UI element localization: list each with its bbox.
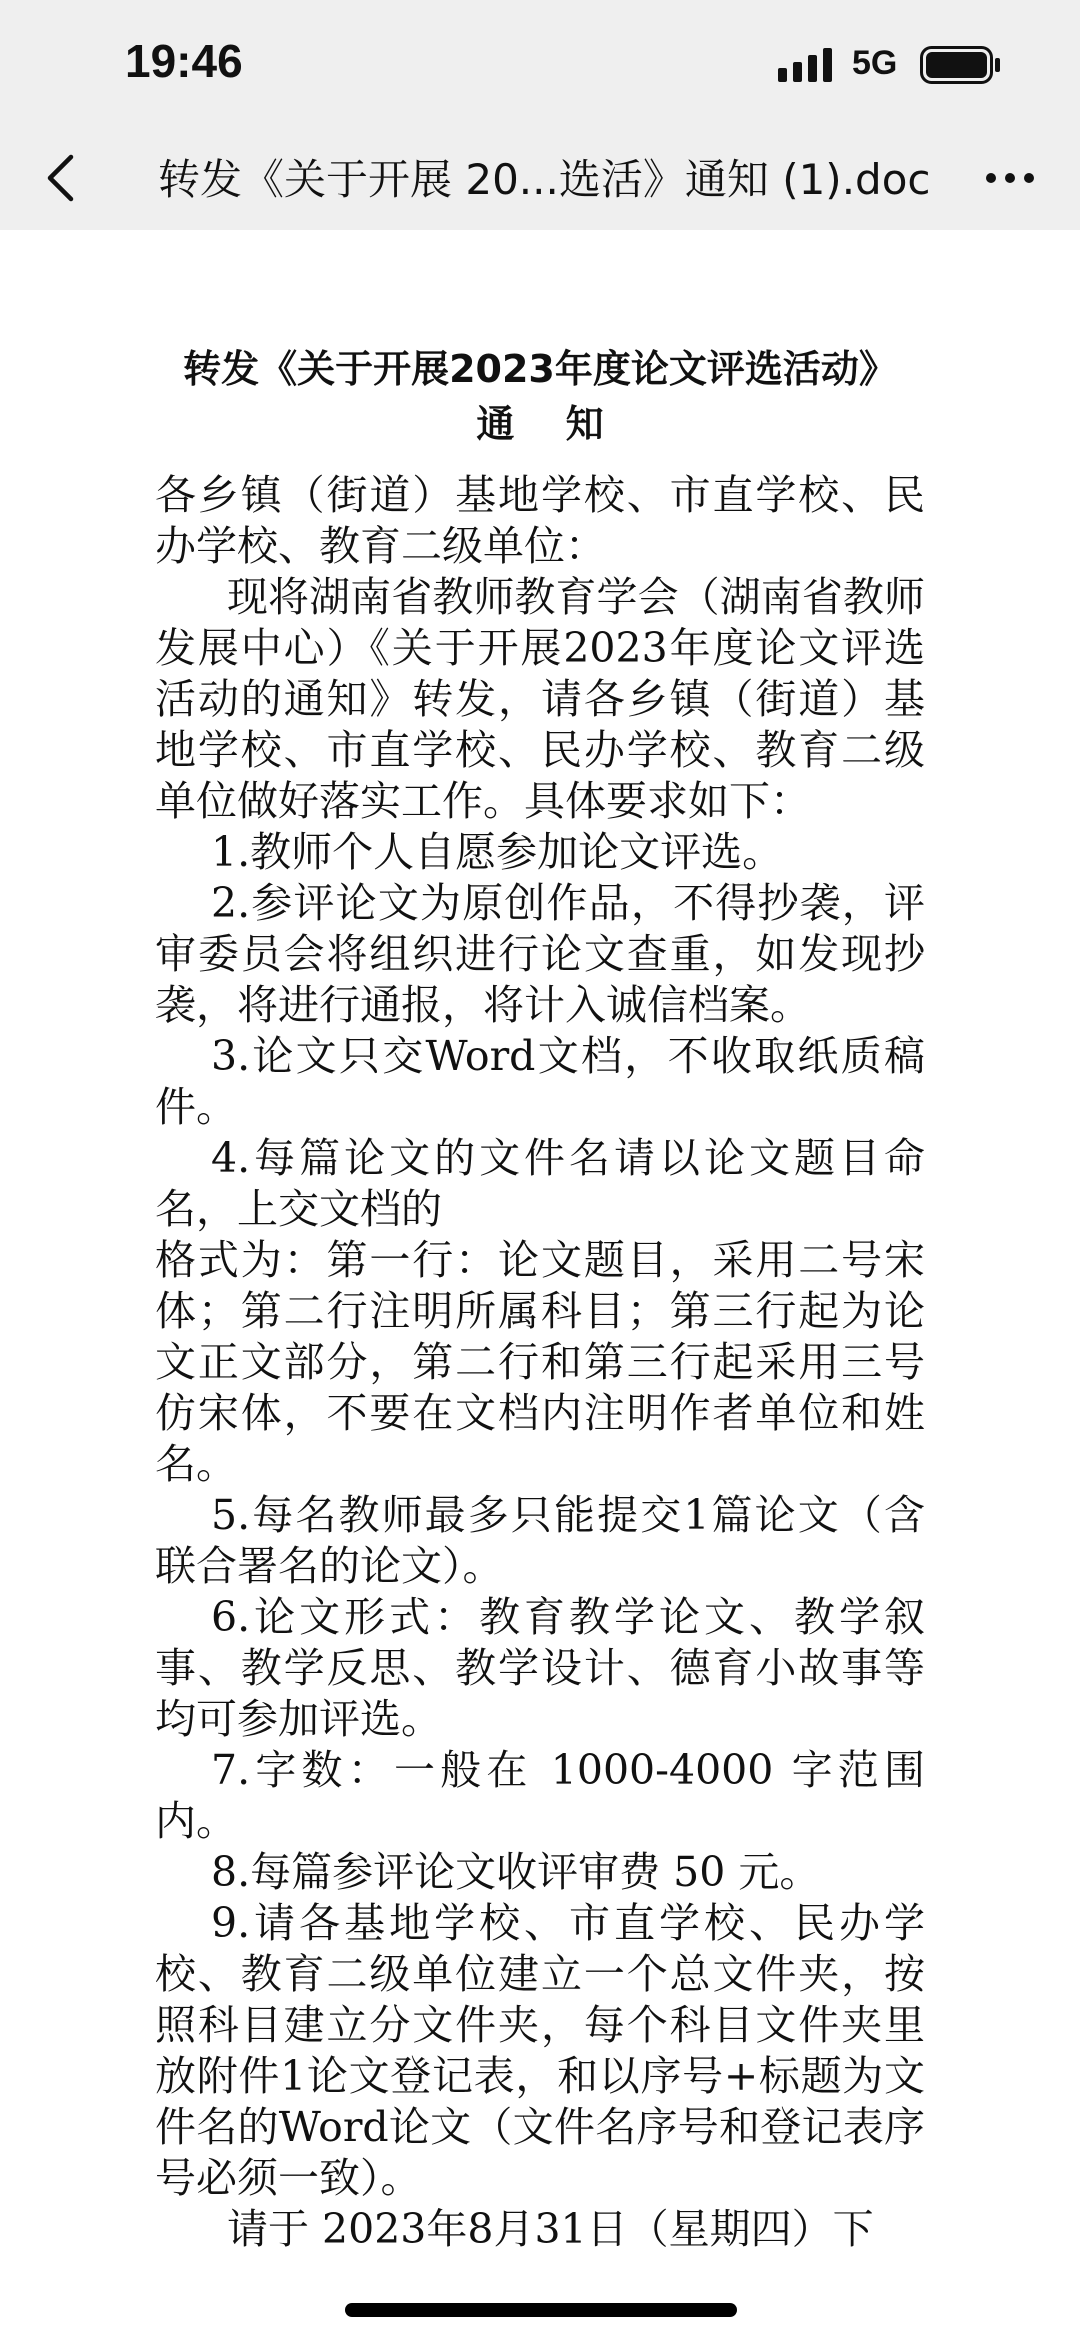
more-button[interactable] bbox=[972, 143, 1048, 213]
chevron-left-icon bbox=[45, 154, 75, 202]
status-bar bbox=[0, 0, 1080, 125]
requirement-9: 9.请各基地学校、市直学校、民办学校、教育二级单位建立一个总文件夹，按照科目建立分文件夹，每个科目文件夹里放附件1论文登记表，和以序号+标题为文件名的Word论文（文件名序号和登记表序号必须一致）。 bbox=[155, 1899, 925, 2202]
requirement-4: 4.每篇论文的文件名请以论文题目命名，上交文档的 bbox=[155, 1134, 925, 1233]
document-title: 转发《关于开展 20...选活》通知 (1).doc bbox=[158, 155, 931, 204]
battery-icon bbox=[920, 46, 1002, 84]
requirement-5: 5.每名教师最多只能提交1篇论文（含联合署名的论文）。 bbox=[155, 1491, 925, 1590]
signal-icon bbox=[778, 48, 834, 82]
intro-paragraph: 现将湖南省教师教育学会（湖南省教师发展中心）《关于开展2023年度论文评选活动的通知》转发，请各乡镇（街道）基地学校、市直学校、民办学校、教育二级单位做好落实工作。具体要求如下： bbox=[155, 573, 925, 825]
status-time: 19:46 bbox=[125, 35, 243, 87]
requirement-2: 2.参评论文为原创作品，不得抄袭，评审委员会将组织进行论文查重，如发现抄袭，将进行通报，将计入诚信档案。 bbox=[155, 879, 925, 1029]
requirement-3: 3.论文只交Word文档，不收取纸质稿件。 bbox=[155, 1032, 925, 1131]
document-viewer[interactable] bbox=[0, 230, 1080, 2337]
requirement-8: 8.每篇参评论文收评审费 50 元。 bbox=[211, 1848, 821, 1896]
network-label: 5G bbox=[852, 44, 898, 82]
top-chrome bbox=[0, 0, 1080, 230]
requirement-1: 1.教师个人自愿参加论文评选。 bbox=[211, 828, 784, 876]
salutation: 各乡镇（街道）基地学校、市直学校、民办学校、教育二级单位： bbox=[155, 471, 925, 570]
requirement-4-format: 格式为：第一行：论文题目，采用二号宋体；第二行注明所属科目；第三行起为论文正文部分，第二行和第三行起采用三号仿宋体，不要在文档内注明作者单位和姓名。 bbox=[155, 1236, 925, 1488]
doc-body bbox=[155, 470, 925, 2255]
deadline-paragraph: 请于 2023年8月31日（星期四）下 bbox=[227, 2205, 874, 2253]
requirement-6: 6.论文形式：教育教学论文、教学叙事、教学反思、教学设计、德育小故事等均可参加评选。 bbox=[155, 1593, 925, 1743]
more-icon bbox=[985, 172, 1035, 184]
back-button[interactable] bbox=[30, 143, 90, 213]
doc-heading-line1: 转发《关于开展2023年度论文评选活动》 bbox=[183, 347, 897, 391]
requirement-7: 7.字数：一般在 1000-4000 字范围内。 bbox=[155, 1746, 925, 1845]
nav-bar bbox=[0, 125, 1080, 230]
doc-heading bbox=[0, 342, 1080, 452]
doc-heading-line2: 通 知 bbox=[476, 402, 604, 446]
home-indicator[interactable] bbox=[345, 2303, 737, 2317]
